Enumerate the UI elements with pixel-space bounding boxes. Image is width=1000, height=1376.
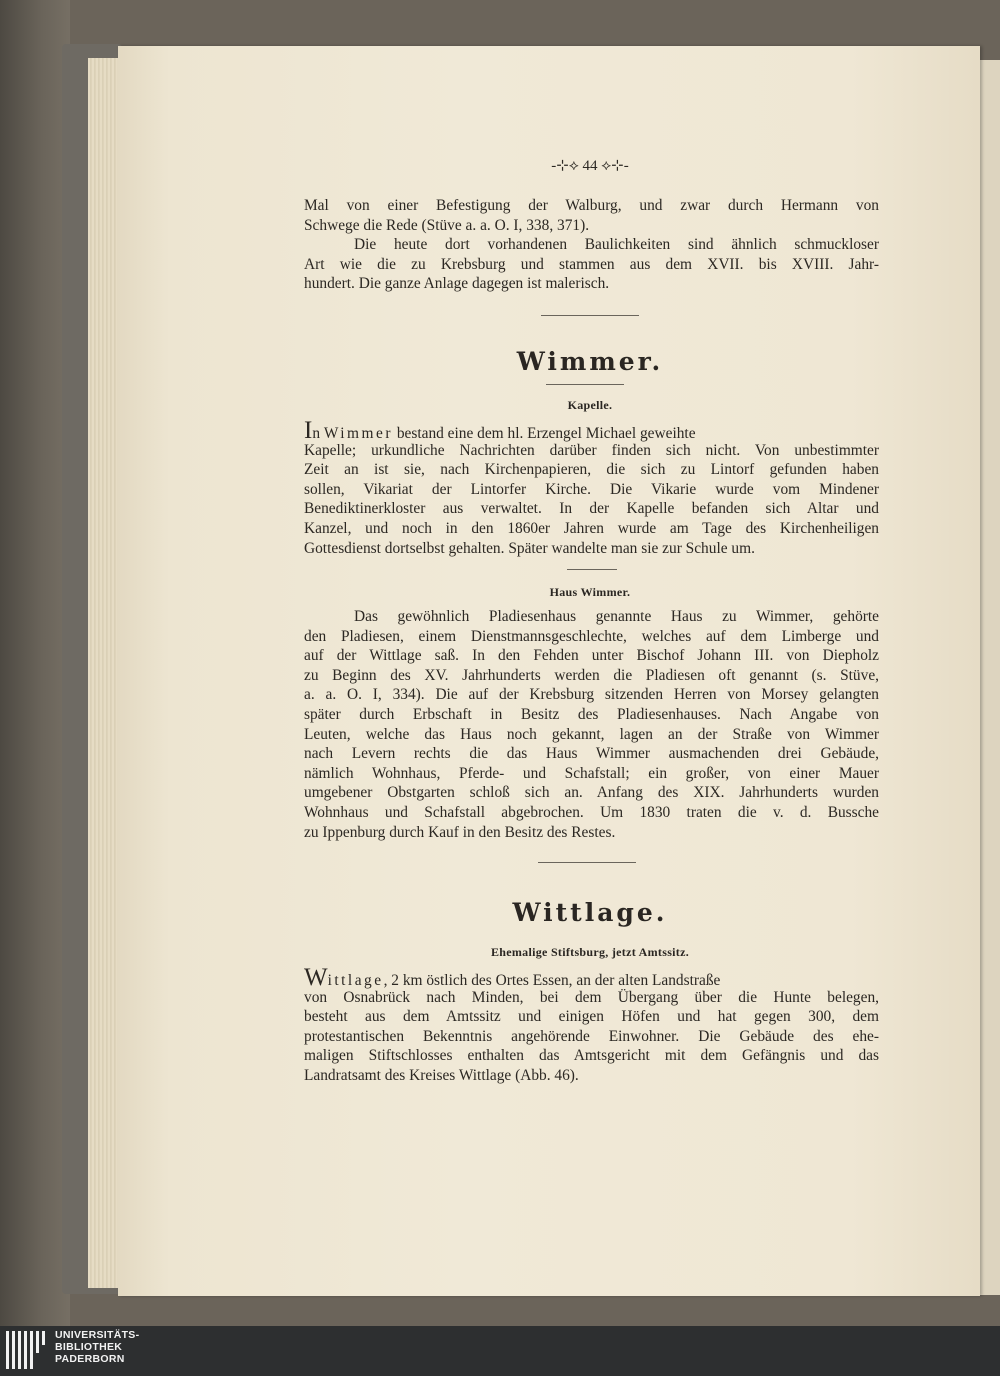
heading-wimmer: Wimmer. — [516, 347, 664, 376]
section-divider — [567, 569, 617, 570]
section-divider — [538, 862, 636, 863]
kapelle-paragraph — [304, 417, 879, 561]
book-cover-edge — [0, 0, 70, 1326]
text-line: umgebener Obstgarten schloß sich an. Anfang des XIX. Jahrhunderts wurden — [304, 784, 879, 802]
library-name-line: PADERBORN — [55, 1353, 125, 1365]
text-span: n — [312, 425, 324, 442]
text-line: Landratsamt des Kreises Wittlage (Abb. 46). — [304, 1067, 579, 1084]
subheading-kapelle: Kapelle. — [567, 398, 613, 412]
text-line: Kapelle; urkundliche Nachrichten darüber finden sich nicht. Von unbestimmter — [304, 441, 879, 459]
section-divider — [541, 315, 639, 316]
library-name-line: UNIVERSITÄTS- — [55, 1329, 140, 1341]
page-number — [530, 156, 650, 175]
text-line: hundert. Die ganze Anlage dagegen ist malerisch. — [304, 275, 610, 293]
drop-initial: W — [304, 964, 328, 991]
subheading-wittlage: Ehemalige Stiftsburg, jetzt Amtssitz. — [490, 945, 690, 959]
text-line: von Osnabrück nach Minden, bei dem Übergang über die Hunte belegen, — [304, 988, 879, 1006]
text-line: auf der Wittlage saß. In den Fehden unter Bischof Johann III. von Diepholz — [304, 647, 879, 665]
text-line: a. a. O. I, 334). Die auf der Krebsburg sitzenden Herren von Morsey gelangten — [304, 686, 879, 704]
text-line: zu Ippenburg durch Kauf in den Besitz des Restes. — [304, 823, 616, 841]
text-line: besteht aus dem Amtssitz und einigen Höfen und hat gegen 300, dem — [304, 1008, 879, 1026]
spaced-name: ittlage — [327, 972, 384, 989]
text-line: Leuten, welche das Haus noch gekannt, lagen an der Straße von Wimmer — [304, 725, 879, 743]
text-line: protestantischen Bekenntnis angehörende Einwohner. Die Gebäude des ehe- — [304, 1027, 879, 1045]
text-line: maligen Stiftschlosses enthalten das Amtsgericht mit dem Gefängnis und das — [304, 1047, 879, 1065]
text-line: Mal von einer Befestigung der Walburg, und zwar durch Hermann von — [304, 197, 879, 214]
wittlage-paragraph — [304, 964, 879, 1088]
text-line: später durch Erbschaft in Besitz des Pladiesenhauses. Nach Angabe von — [304, 706, 879, 723]
text-span: , 2 km östlich des Ortes Essen, an der alten Landstraße — [383, 972, 721, 989]
ornament-right: ⟡⊹- — [601, 158, 629, 174]
text-line: Zeit an ist sie, nach Kirchenpapieren, die sich zu Lintorf gefunden haben — [304, 461, 879, 479]
text-line: Art wie die zu Krebsburg und stammen aus dem XVII. bis XVIII. Jahr- — [304, 255, 879, 273]
text-line: Benediktinerkloster aus verwaltet. In der Kapelle befanden sich Altar und — [304, 500, 879, 518]
library-logo-icon — [5, 1328, 49, 1372]
drop-initial: I — [304, 417, 313, 444]
library-footer — [0, 1326, 1000, 1376]
spaced-name: Wimmer — [323, 425, 393, 442]
heading-underline — [546, 384, 624, 385]
text-line: sollen, Vikariat der Lintorfer Kirche. Die Vikarie wurde vom Mindener — [304, 480, 879, 498]
text-line: Das gewöhnlich Pladiesenhaus genannte Haus zu Wimmer, gehörte — [354, 608, 879, 625]
text-line: Wohnhaus und Schafstall abgebrochen. Um 1830 traten die v. d. Bussche — [304, 804, 879, 821]
text-line: zu Beginn des XV. Jahrhunderts werden die Pladiesen oft genannt (s. Stüve, — [304, 666, 879, 684]
heading-wittlage: Wittlage. — [512, 898, 668, 927]
text-span: bestand eine dem hl. Erzengel Michael geweihte — [392, 425, 696, 442]
library-name — [55, 1329, 139, 1365]
text-line: Gottesdienst dortselbst gehalten. Später wandelte man sie zur Schule um. — [304, 539, 755, 557]
text-line: Kanzel, und noch in den 1860er Jahren wurde am Tage des Kirchenheiligen — [304, 520, 879, 537]
text-line: Die heute dort vorhandenen Baulichkeiten sind ähnlich schmuckloser — [354, 236, 879, 254]
text-line: nämlich Wohnhaus, Pferde- und Schafstall; ein großer, von einer Mauer — [304, 764, 879, 782]
page-number-value: 44 — [582, 158, 598, 174]
text-line: den Pladiesen, einem Dienstmannsgeschlechte, welches auf dem Limberge und — [304, 627, 879, 645]
ornament-left: -⊹⟡ — [551, 158, 579, 174]
text-line: nach Levern rechts die das Haus Wimmer ausmachenden drei Gebäude, — [304, 745, 879, 763]
library-name-line: BIBLIOTHEK — [55, 1341, 123, 1353]
intro-paragraph — [304, 196, 879, 296]
text-line: Schwege die Rede (Stüve a. a. O. I, 338, 371). — [304, 216, 590, 234]
subheading-haus-wimmer: Haus Wimmer. — [549, 585, 631, 599]
haus-wimmer-paragraph — [304, 607, 879, 847]
